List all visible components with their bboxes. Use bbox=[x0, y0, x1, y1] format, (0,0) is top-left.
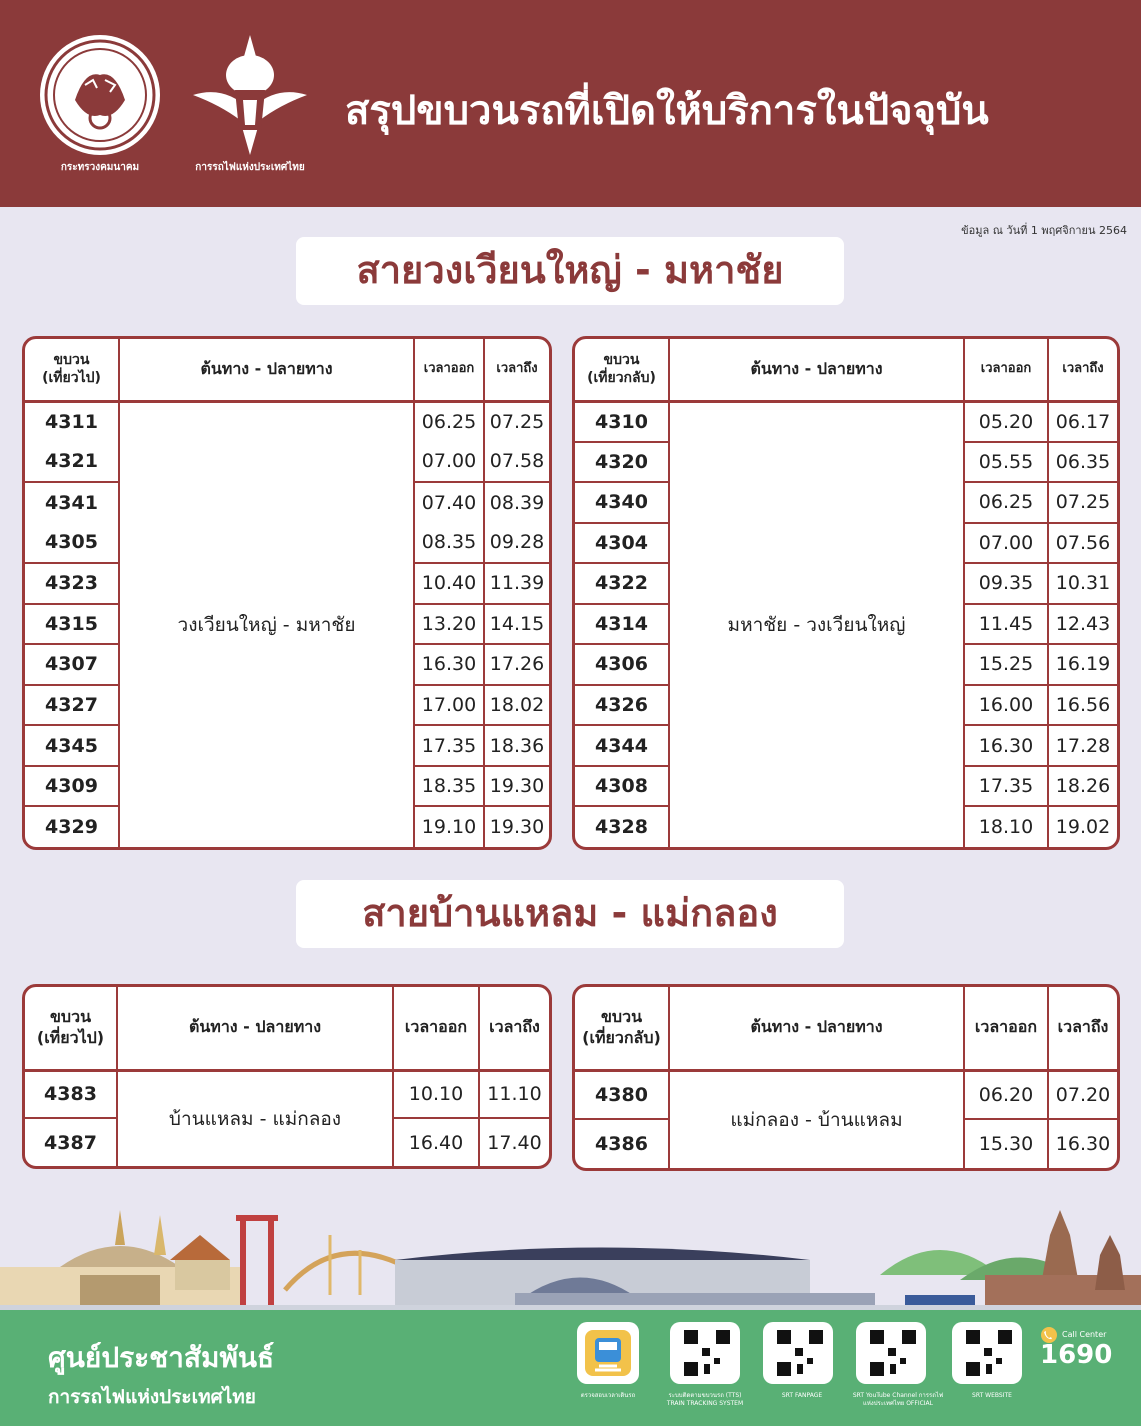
qr-caption: ตรวจสอบเวลาเดินรถ bbox=[580, 1392, 636, 1399]
train-number: 4304 bbox=[575, 523, 669, 564]
train-number: 4386 bbox=[575, 1119, 669, 1168]
arrive-time: 16.56 bbox=[1048, 685, 1117, 726]
train-number: 4340 bbox=[575, 482, 669, 523]
depart-time: 16.30 bbox=[414, 644, 484, 685]
train-check-app-icon[interactable] bbox=[577, 1322, 639, 1384]
train-number: 4310 bbox=[575, 401, 669, 442]
train-number: 4321 bbox=[25, 442, 119, 483]
line1-inbound-table bbox=[572, 336, 1120, 850]
train-number: 4328 bbox=[575, 806, 669, 847]
depart-time: 06.20 bbox=[964, 1070, 1048, 1119]
depart-time: 09.35 bbox=[964, 563, 1048, 604]
table-row bbox=[25, 1070, 549, 1118]
header-arrive: เวลาถึง bbox=[1048, 987, 1117, 1070]
srt-label: การรถไฟแห่งประเทศไทย bbox=[195, 162, 305, 173]
arrive-time: 17.28 bbox=[1048, 725, 1117, 766]
arrive-time: 18.26 bbox=[1048, 766, 1117, 807]
header-arrive: เวลาถึง bbox=[1048, 339, 1117, 401]
header-arrive: เวลาถึง bbox=[484, 339, 549, 401]
arrive-time: 12.43 bbox=[1048, 604, 1117, 645]
line1-outbound-table bbox=[22, 336, 552, 850]
line2-inbound-table bbox=[572, 984, 1120, 1171]
depart-time: 17.35 bbox=[414, 725, 484, 766]
depart-time: 15.30 bbox=[964, 1119, 1048, 1168]
train-number: 4308 bbox=[575, 766, 669, 807]
train-number: 4383 bbox=[25, 1070, 117, 1118]
train-number: 4305 bbox=[25, 523, 119, 564]
depart-time: 07.00 bbox=[414, 442, 484, 483]
footer-subtitle: การรถไฟแห่งประเทศไทย bbox=[48, 1386, 256, 1408]
header-depart: เวลาออก bbox=[393, 987, 479, 1070]
depart-time: 07.00 bbox=[964, 523, 1048, 564]
arrive-time: 11.10 bbox=[487, 1083, 542, 1106]
header-train: ขบวน (เที่ยวกลับ) bbox=[575, 987, 669, 1070]
call-center-number[interactable]: 1690 bbox=[1040, 1340, 1113, 1370]
line2-title: สายบ้านแหลม - แม่กลอง bbox=[296, 880, 844, 948]
train-number: 4322 bbox=[575, 563, 669, 604]
youtube-qr-code-icon[interactable] bbox=[856, 1322, 926, 1384]
arrive-time: 09.28 bbox=[489, 531, 545, 554]
website-qr-code-icon[interactable] bbox=[952, 1322, 1022, 1384]
line2-outbound-table bbox=[22, 984, 552, 1169]
arrive-time: 18.02 bbox=[484, 685, 549, 726]
depart-time: 16.00 bbox=[964, 685, 1048, 726]
route-cell: มหาชัย - วงเวียนใหญ่ bbox=[669, 401, 964, 847]
depart-time: 17.35 bbox=[964, 766, 1048, 807]
arrive-time: 07.20 bbox=[1055, 1083, 1111, 1106]
depart-time: 19.10 bbox=[414, 806, 484, 847]
train-number: 4314 bbox=[575, 604, 669, 645]
arrive-time: 19.30 bbox=[484, 766, 549, 807]
header-route: ต้นทาง - ปลายทาง bbox=[669, 339, 964, 401]
call-center-label: Call Center bbox=[1062, 1330, 1107, 1339]
train-number: 4345 bbox=[25, 725, 119, 766]
arrive-time: 17.40 bbox=[479, 1118, 549, 1166]
depart-time: 06.25 bbox=[414, 401, 484, 442]
depart-time: 05.55 bbox=[964, 442, 1048, 483]
qr-caption: SRT YouTube Channel การรถไฟแห่งประเทศไทย OFFICIAL bbox=[852, 1392, 944, 1407]
depart-time: 16.30 bbox=[964, 725, 1048, 766]
arrive-time: 08.39 bbox=[484, 482, 549, 523]
train-number: 4311 bbox=[25, 401, 119, 442]
depart-time: 05.20 bbox=[964, 401, 1048, 442]
table-row bbox=[25, 401, 549, 442]
depart-time: 11.45 bbox=[964, 604, 1048, 645]
table-row bbox=[575, 1070, 1117, 1119]
depart-time: 08.35 bbox=[414, 523, 484, 564]
arrive-time: 16.30 bbox=[1048, 1119, 1117, 1168]
train-number: 4320 bbox=[575, 442, 669, 483]
header-depart: เวลาออก bbox=[964, 339, 1048, 401]
depart-time: 17.00 bbox=[414, 685, 484, 726]
train-number: 4344 bbox=[575, 725, 669, 766]
arrive-time: 07.25 bbox=[489, 411, 545, 434]
table-row bbox=[575, 401, 1117, 442]
page-title: สรุปขบวนรถที่เปิดให้บริการในปัจจุบัน bbox=[345, 88, 989, 134]
arrive-time: 18.36 bbox=[484, 725, 549, 766]
header-train: ขบวน (เที่ยวกลับ) bbox=[575, 339, 669, 401]
data-date: ข้อมูล ณ วันที่ 1 พฤศจิกายน 2564 bbox=[961, 224, 1127, 237]
depart-time: 18.35 bbox=[414, 766, 484, 807]
ministry-label: กระทรวงคมนาคม bbox=[60, 162, 140, 173]
train-number: 4341 bbox=[25, 482, 119, 523]
arrive-time: 19.02 bbox=[1048, 806, 1117, 847]
arrive-time: 16.19 bbox=[1048, 644, 1117, 685]
arrive-time: 11.39 bbox=[484, 563, 549, 604]
train-number: 4307 bbox=[25, 644, 119, 685]
train-number: 4326 bbox=[575, 685, 669, 726]
tts-qr-code-icon[interactable] bbox=[670, 1322, 740, 1384]
train-number: 4315 bbox=[25, 604, 119, 645]
arrive-time: 14.15 bbox=[484, 604, 549, 645]
header-train: ขบวน (เที่ยวไป) bbox=[25, 339, 119, 401]
arrive-time: 07.56 bbox=[1048, 523, 1117, 564]
arrive-time: 17.26 bbox=[484, 644, 549, 685]
train-number: 4309 bbox=[25, 766, 119, 807]
qr-caption: SRT FANPAGE bbox=[781, 1392, 823, 1399]
facebook-qr-code-icon[interactable] bbox=[763, 1322, 833, 1384]
qr-caption: ระบบติดตามขบวนรถ (TTS) TRAIN TRACKING SYSTEM bbox=[666, 1392, 744, 1407]
train-number: 4327 bbox=[25, 685, 119, 726]
route-cell: วงเวียนใหญ่ - มหาชัย bbox=[119, 401, 414, 847]
arrive-time: 19.30 bbox=[484, 806, 549, 847]
header-depart: เวลาออก bbox=[414, 339, 484, 401]
arrive-time: 07.25 bbox=[1048, 482, 1117, 523]
train-number: 4380 bbox=[575, 1070, 669, 1119]
route-cell: บ้านแหลม - แม่กลอง bbox=[117, 1070, 393, 1166]
depart-time: 10.40 bbox=[414, 563, 484, 604]
header-route: ต้นทาง - ปลายทาง bbox=[669, 987, 964, 1070]
line1-title: สายวงเวียนใหญ่ - มหาชัย bbox=[296, 237, 844, 305]
header-route: ต้นทาง - ปลายทาง bbox=[117, 987, 393, 1070]
train-number: 4306 bbox=[575, 644, 669, 685]
arrive-time: 06.35 bbox=[1048, 442, 1117, 483]
header-depart: เวลาออก bbox=[964, 987, 1048, 1070]
depart-time: 18.10 bbox=[964, 806, 1048, 847]
depart-time: 16.40 bbox=[393, 1118, 479, 1166]
city-skyline-illustration bbox=[0, 1205, 1141, 1315]
train-number: 4329 bbox=[25, 806, 119, 847]
route-cell: แม่กลอง - บ้านแหลม bbox=[669, 1070, 964, 1168]
depart-time: 15.25 bbox=[964, 644, 1048, 685]
arrive-time: 06.17 bbox=[1055, 410, 1111, 433]
arrive-time: 10.31 bbox=[1048, 563, 1117, 604]
train-number: 4387 bbox=[25, 1118, 117, 1166]
depart-time: 10.10 bbox=[393, 1070, 479, 1118]
depart-time: 13.20 bbox=[414, 604, 484, 645]
ministry-seal-icon bbox=[35, 30, 165, 160]
footer-title: ศูนย์ประชาสัมพันธ์ bbox=[48, 1341, 275, 1374]
depart-time: 07.40 bbox=[414, 482, 484, 523]
arrive-time: 07.58 bbox=[489, 450, 545, 473]
header-arrive: เวลาถึง bbox=[479, 987, 549, 1070]
train-number: 4323 bbox=[25, 563, 119, 604]
qr-caption: SRT WEBSITE bbox=[972, 1392, 1012, 1399]
header-train: ขบวน (เที่ยวไป) bbox=[25, 987, 117, 1070]
srt-emblem-icon bbox=[185, 30, 315, 160]
header-route: ต้นทาง - ปลายทาง bbox=[119, 339, 414, 401]
footer bbox=[0, 1310, 1141, 1426]
header-banner bbox=[0, 0, 1141, 207]
depart-time: 06.25 bbox=[964, 482, 1048, 523]
